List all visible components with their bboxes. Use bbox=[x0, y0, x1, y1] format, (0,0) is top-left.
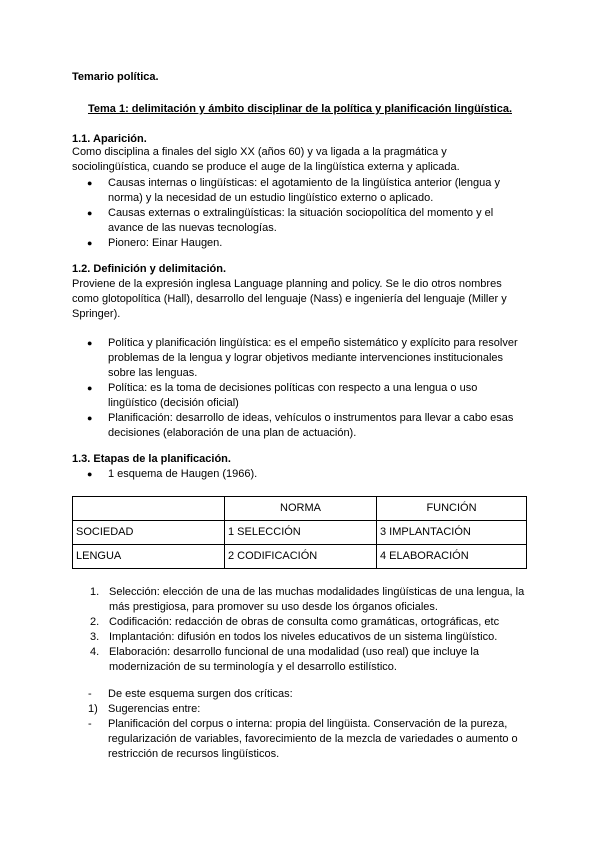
list-item: 4. Elaboración: desarrollo funcional de una modalidad (uso real) que incluye la modernización de su terminología y el desarrollo estilístico. bbox=[90, 646, 479, 673]
list-item: 1) Sugerencias entre: bbox=[88, 703, 201, 715]
list-item: 2. Codificación: redacción de obras de consulta como gramáticas, ortográficas, etc bbox=[90, 616, 500, 628]
section-1-1-heading: 1.1. Aparición. bbox=[72, 133, 147, 145]
table-cell: 4 ELABORACIÓN bbox=[377, 545, 527, 569]
table-row bbox=[73, 521, 527, 545]
list-item: ● Pionero: Einar Haugen. bbox=[86, 236, 530, 251]
table-cell: 1 SELECCIÓN bbox=[225, 521, 377, 545]
table-cell: LENGUA bbox=[73, 545, 225, 569]
tema-title: Tema 1: delimitación y ámbito disciplinar de la política y planificación lingüística. bbox=[87, 103, 512, 115]
list-item: - De este esquema surgen dos críticas: bbox=[88, 688, 293, 700]
list-item: 1. Selección: elección de una de las muchas modalidades lingüísticas de una lengua, la más prestigiosa, para promover su uso desde los órganos oficiales. bbox=[90, 586, 525, 613]
document-title: Temario política. bbox=[72, 71, 159, 83]
section-1-2-bullets bbox=[86, 336, 530, 441]
list-item: ● 1 esquema de Haugen (1966). bbox=[86, 467, 530, 482]
table-cell: 3 IMPLANTACIÓN bbox=[377, 521, 527, 545]
section-1-3-heading: 1.3. Etapas de la planificación. bbox=[72, 453, 231, 465]
table-row bbox=[73, 497, 527, 521]
table-header-cell: NORMA bbox=[225, 497, 377, 521]
list-item: ● Causas externas o extralingüísticas: la situación sociopolítica del momento y el avance de las nuevas tecnologías. bbox=[86, 206, 530, 236]
section-1-1-bullets bbox=[86, 176, 530, 251]
dash-list bbox=[88, 687, 534, 762]
list-item: 3. Implantación: difusión en todos los niveles educativos de un sistema lingüístico. bbox=[90, 631, 498, 643]
table-cell: SOCIEDAD bbox=[73, 521, 225, 545]
list-item: - Planificación del corpus o interna: propia del lingüista. Conservación de la pureza, regularización de variables, favorecimiento de la mezcla de variedades o aumento o restricción de recursos lingüísticos. bbox=[88, 718, 518, 760]
list-item: ● Planificación: desarrollo de ideas, vehículos o instrumentos para llevar a cabo esas decisiones (elaboración de una plan de actuación). bbox=[86, 411, 530, 441]
table-header-cell: FUNCIÓN bbox=[377, 497, 527, 521]
list-item: ● Causas internas o lingüísticas: el agotamiento de la lingüística anterior (lengua y norma) y la necesidad de un estudio lingüístico externo o aplicado. bbox=[86, 176, 530, 206]
table-cell: 2 CODIFICACIÓN bbox=[225, 545, 377, 569]
section-1-2-paragraph: Proviene de la expresión inglesa Language planning and policy. Se le dio otros nombres como glotopolítica (Hall), desarrollo del lenguaje (Nass) e ingeniería del lenguaje (Miller y Springer). bbox=[72, 278, 507, 320]
numbered-list bbox=[92, 585, 532, 675]
list-item: ● Política: es la toma de decisiones políticas con respecto a una lengua o uso lingüístico (decisión oficial) bbox=[86, 381, 530, 411]
section-1-2-heading: 1.2. Definición y delimitación. bbox=[72, 263, 227, 275]
section-1-1-paragraph: Como disciplina a finales del siglo XX (años 60) y va ligada a la pragmática y sociolingüística, cuando se produce el auge de la lingüística externa y aplicada. bbox=[72, 146, 460, 173]
haugen-table bbox=[72, 496, 527, 569]
section-1-3-bullets bbox=[86, 467, 530, 482]
list-item: ● Política y planificación lingüística: es el empeño sistemático y explícito para resolver problemas de la lengua y lograr objetivos mediante intervenciones institucionales sobre las lenguas. bbox=[86, 336, 530, 381]
table-row bbox=[73, 545, 527, 569]
table-cell bbox=[73, 497, 225, 521]
